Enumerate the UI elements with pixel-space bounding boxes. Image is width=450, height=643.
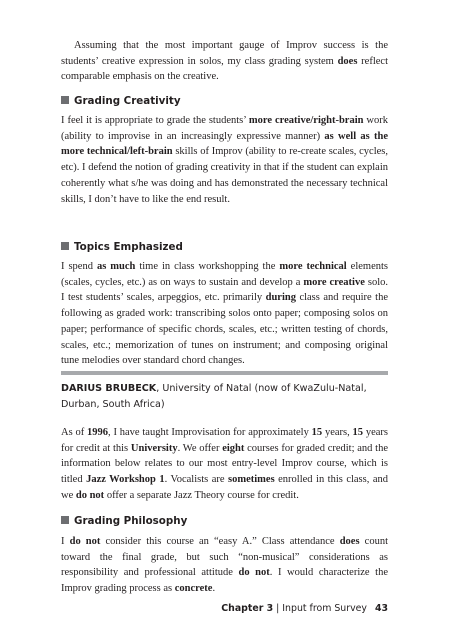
footer-separator: | (276, 603, 280, 614)
body-text: As of (61, 427, 88, 438)
body-text: . We offer (177, 442, 223, 454)
body-text: . (212, 583, 216, 595)
emphasis-text: University (130, 442, 178, 454)
emphasis-text: does (339, 536, 360, 547)
intro-paragraph (61, 38, 388, 85)
emphasis-text: do not (75, 489, 105, 501)
emphasis-text: as well as the more technical/left-brain (61, 130, 389, 158)
heading-square-icon (61, 242, 69, 250)
emphasis-text: Jazz Workshop 1 (86, 474, 165, 486)
body-text: . I would characterize the Improv grading process as (61, 567, 388, 595)
footer-section: Input from Survey (282, 603, 367, 614)
emphasis-text: more creative (303, 276, 365, 288)
heading-grading-philosophy (61, 515, 187, 528)
body-text: courses for graded credit; and the information below relates to our most entry-level Improv course, which is titled (61, 442, 388, 486)
emphasis-text: concrete (174, 583, 213, 595)
body-text: elements (scales, cycles, etc.) as on ways to sustain and develop a (61, 261, 388, 288)
respondent-affiliation: , University of Natal (now of KwaZulu-Natal, Durban, South Africa) (61, 383, 367, 410)
emphasis-text: sometimes (228, 474, 275, 486)
emphasis-text: 15 (352, 427, 364, 438)
body-text: years for credit at this (61, 427, 389, 454)
emphasis-text: during (265, 292, 296, 304)
page-number: 43 (374, 603, 388, 614)
heading-text: Topics Emphasized (74, 241, 183, 253)
body-text: time in class workshopping the (135, 261, 280, 272)
emphasis-text: does (337, 55, 358, 67)
page-footer (221, 603, 388, 614)
heading-text: Grading Creativity (74, 95, 181, 107)
emphasis-text: more technical (279, 261, 347, 272)
body-text: years, (322, 427, 353, 438)
respondent-name: DARIUS BRUBECK (61, 383, 157, 394)
body-text: enrolled in this class, and we (61, 474, 388, 501)
body-text: , I have taught Improvisation for approximately (108, 427, 312, 438)
heading-square-icon (61, 96, 69, 104)
heading-grading-creativity (61, 95, 181, 108)
body-text: . Vocalists are (164, 474, 229, 486)
body-text: I spend (61, 261, 97, 272)
heading-text: Grading Philosophy (74, 515, 188, 527)
body-text: class and require the following as graded work: transcribing solos onto paper; composing solos on paper; performance of specific chords, scales, etc.; written testing of chords, scales, etc.; memorization of tunes on instrument; and composing original tune melodies over standard chord changes. (61, 292, 388, 367)
emphasis-text: as much (96, 261, 136, 272)
body-text: skills of Improv (ability to re-create scales, cycles, etc). I defend the notion of grading creativity in that if the student can explain coherently what s/he was doing and has demonstrated the necessary technical skills, I don’t have to like the end result. (61, 146, 388, 205)
brubeck-intro-paragraph (61, 425, 388, 504)
emphasis-text: 1996 (87, 427, 109, 438)
heading-square-icon (61, 516, 69, 524)
grading-creativity-paragraph (61, 113, 388, 207)
body-text: offer a separate Jazz Theory course for credit. (104, 489, 299, 501)
body-text: Assuming that the most important gauge of Improv success is the students’ creative expression in solos, my class grading system (61, 40, 388, 67)
body-text: reflect comparable emphasis on the creative. (61, 55, 388, 83)
body-text: consider this course an “easy A.” Class attendance (100, 536, 340, 547)
heading-topics-emphasized (61, 241, 183, 254)
emphasis-text: more creative/right-brain (248, 115, 364, 126)
respondent-header (61, 381, 388, 412)
topics-emphasized-paragraph (61, 259, 388, 369)
emphasis-text: 15 (311, 427, 323, 438)
footer-chapter: Chapter 3 (221, 603, 274, 614)
body-text: work (ability to improvise in an increasingly expressive manner) (61, 115, 389, 142)
emphasis-text: do not (238, 567, 270, 579)
body-text: I (61, 536, 70, 547)
body-text: count toward the final grade, but such “non-musical” considerations as responsibility and professional attitude (61, 536, 389, 579)
section-divider (61, 371, 388, 375)
emphasis-text: do not (69, 536, 101, 547)
body-text: solo. I test students’ scales, arpeggios, etc. primarily (61, 276, 388, 304)
grading-philosophy-paragraph (61, 534, 388, 597)
emphasis-text: eight (222, 442, 245, 454)
body-text: I feel it is appropriate to grade the students’ (61, 115, 249, 126)
